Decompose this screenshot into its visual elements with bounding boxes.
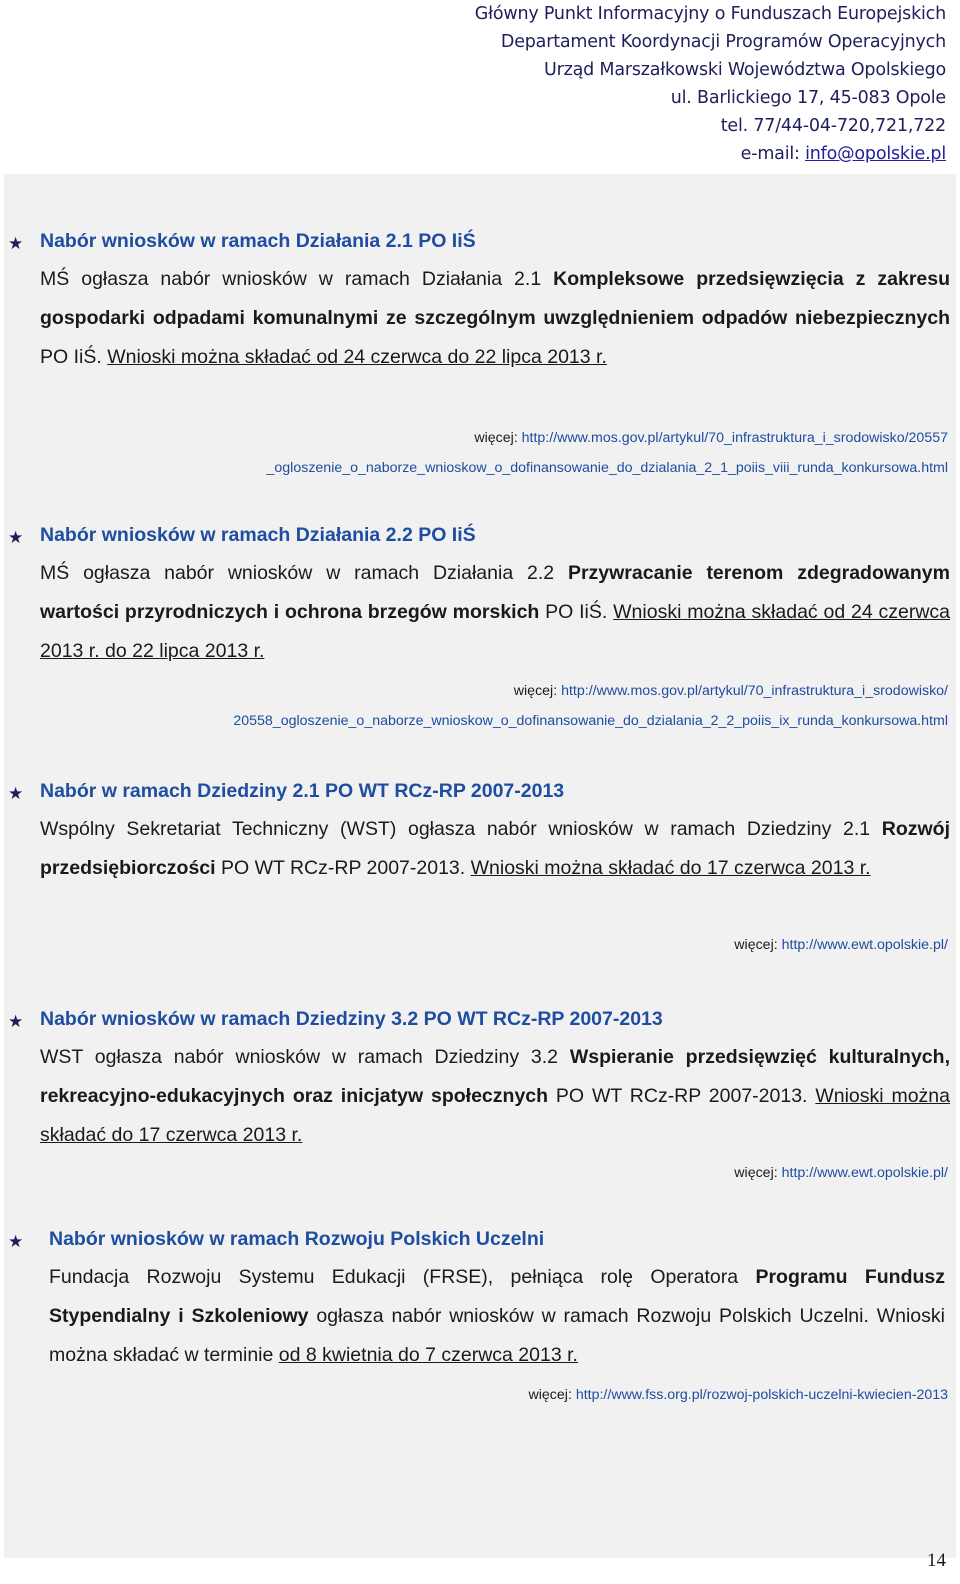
announcement-title: Nabór wniosków w ramach Dziedziny 3.2 PO WT RCz-RP 2007-2013 xyxy=(40,1008,663,1030)
deadline-text: Wnioski można składać od 24 czerwca 2013 r. do 22 lipca 2013 r. xyxy=(40,601,951,662)
announcement-title: Nabór wniosków w ramach Działania 2.2 PO IiŚ xyxy=(40,524,476,546)
star-bullet-icon: ★ xyxy=(8,1232,24,1251)
email-link[interactable]: info@opolskie.pl xyxy=(805,144,946,164)
deadline-text: Wnioski można składać do 17 czerwca 2013 r. xyxy=(40,1085,950,1146)
announcement-body: Wspólny Sekretariat Techniczny (WST) ogłasza nabór wniosków w ramach Dziedziny 2.1 Rozwój przedsiębiorczości PO WT RCz-RP 2007-2013. Wnioski można składać do 17 czerwca 2013 r. xyxy=(40,818,950,879)
more-link-block: więcej: http://www.mos.gov.pl/artykul/70_infrastruktura_i_srodowisko/20557 _ogloszenie_o_naborze_wnioskow_o_dofinansowanie_do_dzialania_2_1_poiis_viii_runda_konkursowa.html xyxy=(266,430,948,476)
star-bullet-icon: ★ xyxy=(8,234,24,253)
contact-header xyxy=(475,0,946,168)
announcement-body: WST ogłasza nabór wniosków w ramach Dziedziny 3.2 Wspieranie przedsięwzięć kulturalnych, rekreacyjno-edukacyjnych oraz inicjatyw społecznych PO WT RCz-RP 2007-2013. Wnioski można składać do 17 czerwca 2013 r. xyxy=(40,1046,950,1146)
more-link-block: więcej: http://www.ewt.opolskie.pl/ xyxy=(734,937,948,953)
more-link[interactable]: http://www.ewt.opolskie.pl/ xyxy=(781,937,948,953)
announcement-title: Nabór w ramach Dziedziny 2.1 PO WT RCz-RP 2007-2013 xyxy=(40,780,565,802)
announcements-panel xyxy=(4,174,956,1558)
star-bullet-icon: ★ xyxy=(8,784,24,803)
more-link[interactable]: http://www.ewt.opolskie.pl/ xyxy=(781,1165,948,1181)
star-bullet-icon: ★ xyxy=(8,528,24,547)
more-link-block: więcej: http://www.mos.gov.pl/artykul/70_infrastruktura_i_srodowisko/ 20558_ogloszenie_o_naborze_wnioskow_o_dofinansowanie_do_dzialania_2_2_poiis_ix_runda_konkursowa.html xyxy=(233,683,948,729)
header-org: Główny Punkt Informacyjny o Funduszach Europejskich xyxy=(474,4,946,24)
announcement-body: Fundacja Rozwoju Systemu Edukacji (FRSE), pełniąca rolę Operatora Programu Fundusz Stypendialny i Szkoleniowy ogłasza nabór wniosków w ramach Rozwoju Polskich Uczelni. Wnioski można składać w terminie od 8 kwietnia do 7 czerwca 2013 r. xyxy=(49,1266,946,1366)
announcement-body: MŚ ogłasza nabór wniosków w ramach Działania 2.2 Przywracanie terenom zdegradowanym wartości przyrodniczych i ochrona brzegów morskich PO IiŚ. Wnioski można składać od 24 czerwca 2013 r. do 22 lipca 2013 r. xyxy=(40,562,951,662)
deadline-text: od 8 kwietnia do 7 czerwca 2013 r. xyxy=(278,1344,578,1366)
star-bullet-icon: ★ xyxy=(8,1012,24,1031)
deadline-text: Wnioski można składać do 17 czerwca 2013 r. xyxy=(470,857,871,879)
more-link-block: więcej: http://www.fss.org.pl/rozwoj-polskich-uczelni-kwiecien-2013 xyxy=(528,1387,948,1403)
announcement-title: Nabór wniosków w ramach Działania 2.1 PO IiŚ xyxy=(40,230,476,252)
more-link-block: więcej: http://www.ewt.opolskie.pl/ xyxy=(734,1165,948,1181)
more-link-continued[interactable]: 20558_ogloszenie_o_naborze_wnioskow_o_dofinansowanie_do_dzialania_2_2_poiis_ix_runda_konkursowa.html xyxy=(233,713,948,729)
more-link-continued[interactable]: _ogloszenie_o_naborze_wnioskow_o_dofinansowanie_do_dzialania_2_1_poiis_viii_runda_konkursowa.html xyxy=(266,460,948,476)
announcement-body: MŚ ogłasza nabór wniosków w ramach Działania 2.1 Kompleksowe przedsięwzięcia z zakresu gospodarki odpadami komunalnymi ze szczególnym uwzględnieniem odpadów niebezpiecznych PO IiŚ. Wnioski można składać od 24 czerwca do 22 lipca 2013 r. xyxy=(40,268,951,368)
more-link[interactable]: http://www.mos.gov.pl/artykul/70_infrastruktura_i_srodowisko/ xyxy=(561,683,948,699)
header-email-line: e-mail: info@opolskie.pl xyxy=(740,144,946,164)
announcement-title: Nabór wniosków w ramach Rozwoju Polskich Uczelni xyxy=(49,1228,545,1250)
header-address: ul. Barlickiego 17, 45-083 Opole xyxy=(670,88,946,108)
deadline-text: Wnioski można składać od 24 czerwca do 22 lipca 2013 r. xyxy=(107,346,607,368)
header-office: Urząd Marszałkowski Województwa Opolskiego xyxy=(544,60,946,80)
page-number: 14 xyxy=(927,1550,946,1571)
more-link[interactable]: http://www.mos.gov.pl/artykul/70_infrastruktura_i_srodowisko/20557 xyxy=(521,430,948,446)
header-phone: tel. 77/44-04-720,721,722 xyxy=(720,116,946,136)
header-dept: Departament Koordynacji Programów Operacyjnych xyxy=(500,32,946,52)
more-link[interactable]: http://www.fss.org.pl/rozwoj-polskich-uczelni-kwiecien-2013 xyxy=(575,1387,948,1403)
